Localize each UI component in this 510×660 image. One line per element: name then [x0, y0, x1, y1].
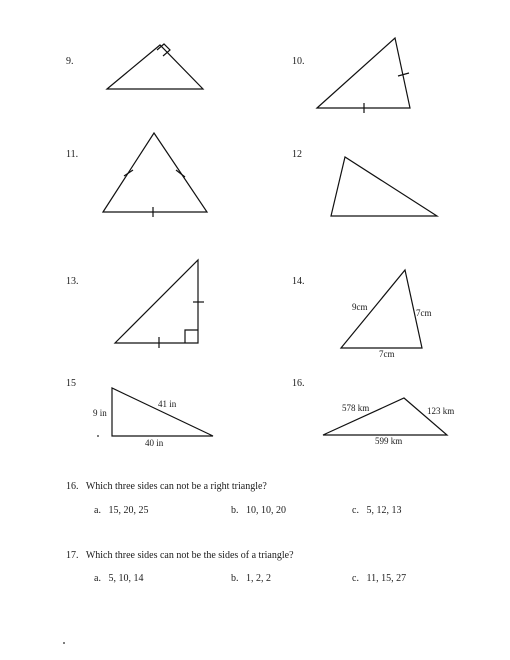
triangle-15 [112, 388, 213, 436]
triangle-9 [107, 45, 203, 89]
option-letter: b. [231, 505, 239, 516]
option-value: 5, 10, 14 [108, 573, 144, 584]
option-letter: a. [94, 505, 101, 516]
option-value: 15, 20, 25 [108, 505, 149, 516]
question-16-option-b [231, 505, 286, 516]
question-17-number: 17. [66, 550, 79, 561]
option-value: 1, 2, 2 [246, 573, 271, 584]
tick-mark-11-right [176, 170, 185, 177]
option-letter: b. [231, 573, 239, 584]
label-14-side-c: 7cm [379, 349, 395, 359]
question-16-option-a [94, 505, 148, 516]
label-14-side-b: 7cm [416, 308, 432, 318]
label-16-side-b: 123 km [427, 406, 455, 416]
label-15-hypotenuse: 41 in [158, 399, 177, 409]
label-15-base: 40 in [145, 438, 164, 448]
question-17-option-b [231, 573, 271, 584]
triangle-12 [331, 157, 437, 216]
problem-15-number: 15 [66, 378, 76, 389]
label-16-side-c: 599 km [375, 436, 403, 446]
label-15-height: 9 in [93, 408, 107, 418]
problem-16-number: 16. [292, 378, 305, 389]
problem-13-number: 13. [66, 276, 79, 287]
tick-mark-11-left [124, 170, 133, 176]
option-letter: a. [94, 573, 101, 584]
problem-14-number: 14. [292, 276, 305, 287]
question-17 [66, 550, 294, 561]
option-letter: c. [352, 505, 359, 516]
triangle-10 [317, 38, 410, 108]
problem-9-number: 9. [66, 56, 74, 67]
option-value: 10, 10, 20 [246, 505, 286, 516]
scan-speck [97, 435, 99, 437]
question-17-option-c [352, 573, 406, 584]
question-16-number: 16. [66, 481, 79, 492]
label-14-side-a: 9cm [352, 302, 368, 312]
option-letter: c. [352, 573, 359, 584]
right-angle-mark-13 [185, 330, 198, 343]
problem-11-number: 11. [66, 149, 79, 160]
question-17-text: Which three sides can not be the sides of a triangle? [85, 550, 294, 561]
question-16-text: Which three sides can not be a right triangle? [85, 481, 267, 492]
question-16-option-c [352, 505, 401, 516]
option-value: 5, 12, 13 [366, 505, 402, 516]
triangle-11 [103, 133, 207, 212]
question-16 [66, 481, 267, 492]
question-17-option-a [94, 573, 143, 584]
problem-10-number: 10. [292, 56, 305, 67]
option-value: 11, 15, 27 [366, 573, 407, 584]
problem-12-number: 12 [292, 149, 302, 160]
scan-speck [63, 642, 65, 644]
label-16-side-a: 578 km [342, 403, 370, 413]
